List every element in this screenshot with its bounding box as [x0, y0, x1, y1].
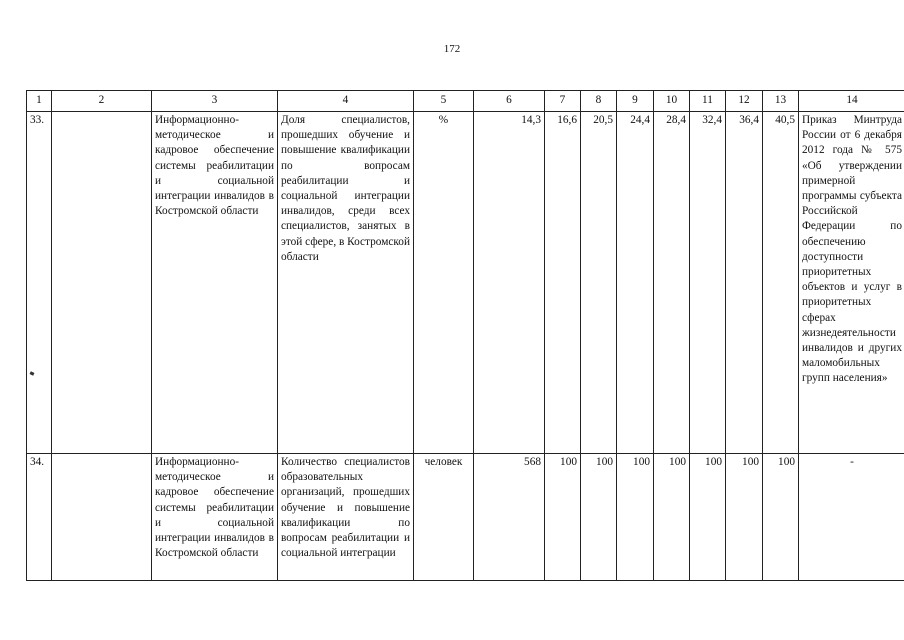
- cell-unit: человек: [414, 454, 474, 581]
- cell-value: 28,4: [654, 112, 690, 454]
- cell-value: 32,4: [690, 112, 726, 454]
- header-cell: 3: [152, 91, 278, 112]
- cell-value: 100: [617, 454, 654, 581]
- header-cell: 14: [799, 91, 904, 112]
- page-number: 172: [443, 43, 461, 55]
- cell-indicator: Количество специалистов образовательных организаций, прошедших обучение и повышение квалификации по вопросам реабилитации и социальной интеграции: [278, 454, 414, 581]
- header-cell: 5: [414, 91, 474, 112]
- cell-value: 100: [545, 454, 581, 581]
- table-row: [27, 112, 904, 454]
- cell-col2: [52, 112, 152, 454]
- cell-value: 568: [474, 454, 545, 581]
- header-cell: 11: [690, 91, 726, 112]
- cell-value: 100: [654, 454, 690, 581]
- row-number: 33.: [27, 112, 52, 454]
- cell-value: 100: [690, 454, 726, 581]
- cell-unit: %: [414, 112, 474, 454]
- cell-value: 36,4: [726, 112, 763, 454]
- cell-value: 100: [726, 454, 763, 581]
- cell-value: 14,3: [474, 112, 545, 454]
- header-cell: 13: [763, 91, 799, 112]
- cell-value: 16,6: [545, 112, 581, 454]
- header-cell: 4: [278, 91, 414, 112]
- cell-col2: [52, 454, 152, 581]
- indicator-table: [26, 90, 904, 581]
- header-row: [27, 91, 904, 112]
- cell-value: 100: [581, 454, 617, 581]
- cell-value: 40,5: [763, 112, 799, 454]
- cell-activity: Информационно-методическое и кадровое обеспечение системы реабилитации и социальной интеграции инвалидов в Костромской области: [152, 454, 278, 581]
- header-cell: 12: [726, 91, 763, 112]
- header-cell: 9: [617, 91, 654, 112]
- header-cell: 6: [474, 91, 545, 112]
- cell-indicator: Доля специалистов, прошедших обучение и повышение квалификации по вопросам реабилитации и социальной интеграции инвалидов, среди всех специалистов, занятых в этой сфере, в Костромской области: [278, 112, 414, 454]
- table-row: [27, 454, 904, 581]
- header-cell: 10: [654, 91, 690, 112]
- header-cell: 7: [545, 91, 581, 112]
- cell-basis: Приказ Минтруда России от 6 декабря 2012 года № 575 «Об утверждении примерной программы субъекта Российской Федерации по обеспечению доступности приоритетных объектов и услуг в приоритетных сферах жизнедеятельности инвалидов и других маломобильных групп населения»: [799, 112, 904, 454]
- header-cell: 1: [27, 91, 52, 112]
- row-number: 34.: [27, 454, 52, 581]
- cell-activity: Информационно-методическое и кадровое обеспечение системы реабилитации и социальной интеграции инвалидов в Костромской области: [152, 112, 278, 454]
- cell-value: 20,5: [581, 112, 617, 454]
- header-cell: 8: [581, 91, 617, 112]
- cell-value: 100: [763, 454, 799, 581]
- cell-basis: -: [799, 454, 904, 581]
- cell-value: 24,4: [617, 112, 654, 454]
- header-cell: 2: [52, 91, 152, 112]
